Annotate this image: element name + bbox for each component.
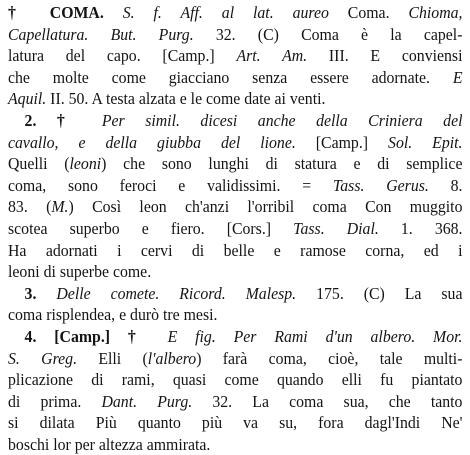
grammar-note: S. f. Aff. al lat. aureo (122, 3, 329, 22)
entry-line-2: Capellatura. But. Purg. 32. (C) Coma è la capel- (8, 24, 463, 44)
sense-number: 2. † (24, 110, 102, 130)
sense-2-line-1: 2. † Per simil. dicesi anche della Criniera del (24, 110, 463, 130)
sense-3-line-1: 3. Delle comete. Ricord. Malesp. 175. (C) La sua (24, 283, 463, 303)
sense-2-line-5: 83. (M.) Così leon ch'anzi l'orribil coma Con muggito (8, 197, 463, 217)
sense-number: 4. [Camp.] † (24, 326, 168, 346)
entry-line-4: che molte come giacciano senza essere adornate. E (8, 67, 463, 87)
entry-line-1: † COMA. S. f. Aff. al lat. aureo Coma. Chioma, (8, 3, 463, 22)
sense-4-line-1: 4. [Camp.] † E fig. Per Rami d'un albero. Mor. (24, 326, 463, 346)
entry-line-3: latura del capo. [Camp.] Art. Am. III. E conviensi (8, 46, 463, 66)
sense-2-line-6: scotea superbo e fiero. [Cors.] Tass. Dial. 1. 368. (8, 218, 463, 238)
sense-4-line-3: plicazione di rami, quasi come quando elli fu piantato (8, 370, 463, 390)
sense-3-line-2: coma risplendea, e durò tre mesi. (8, 305, 218, 325)
sense-2-line-8: leoni di superbe come. (8, 262, 152, 282)
sense-number: 3. (24, 283, 57, 303)
entry-line-5: Aquil. II. 50. A testa alzata e le come date ai venti. (8, 89, 326, 109)
sense-2-line-2: cavallo, e della giubba del lione. [Camp.] Sol. Epit. (8, 132, 463, 152)
sense-4-line-4: di prima. Dant. Purg. 32. La coma sua, che tanto (8, 391, 463, 411)
sense-4-line-6: boschi lor per altezza ammirata. (8, 434, 211, 454)
dictionary-entry (8, 2, 462, 455)
sense-4-line-2: S. Greg. Elli (l'albero) farà coma, cioè, tale multi- (8, 348, 463, 368)
sense-2-line-7: Ha adornati i cervi di belle e ramose corna, ed i (8, 240, 463, 260)
headword: † COMA. (8, 3, 123, 22)
sense-4-line-5: si dilata Più quanto più va su, fora dagl'Indi Ne' (8, 413, 463, 433)
sense-2-line-3: Quelli (leoni) che sono lunghi di statura e di semplice (8, 154, 463, 174)
sense-2-line-4: coma, sono feroci e validissimi. = Tass. Gerus. 8. (8, 175, 463, 195)
